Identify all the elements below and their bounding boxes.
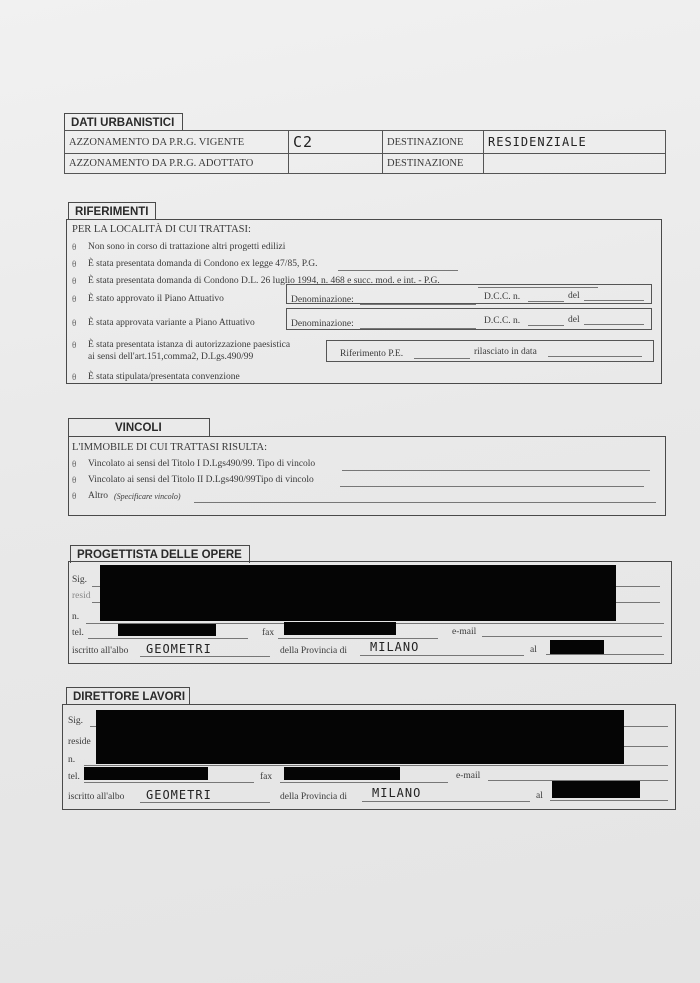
denominazione-label: Denominazione: bbox=[291, 295, 354, 305]
pg-field-1[interactable] bbox=[338, 270, 458, 271]
del-field[interactable] bbox=[584, 300, 644, 301]
redaction-block bbox=[118, 624, 216, 636]
prog-fax-label: fax bbox=[262, 628, 275, 638]
vincolo-item-1: Vincolato ai sensi del Titolo I D.Lgs490/99. Tipo di vincolo bbox=[88, 459, 316, 469]
prog-tel-label: tel. bbox=[72, 628, 84, 638]
destinazione-label-2: DESTINAZIONE bbox=[383, 154, 484, 174]
bullet-icon[interactable]: θ bbox=[72, 242, 77, 252]
redaction-block bbox=[552, 781, 640, 798]
direttore-header: DIRETTORE LAVORI bbox=[66, 687, 190, 705]
rif-item-6: È stata presentata istanza di autorizzazione paesistica bbox=[88, 340, 291, 350]
dir-n-field[interactable] bbox=[84, 765, 668, 766]
dir-resid-label: reside bbox=[68, 737, 91, 747]
prog-albo-value: GEOMETRI bbox=[146, 642, 212, 656]
vincolo-item-2: Vincolato ai sensi del Titolo II D.Lgs490/99Tipo di vincolo bbox=[88, 475, 314, 485]
vincolo-field-3[interactable] bbox=[194, 502, 656, 503]
azzonamento-vigente-value[interactable]: C2 bbox=[289, 131, 383, 154]
redaction-block bbox=[96, 710, 624, 764]
denominazione-label-2: Denominazione: bbox=[291, 319, 354, 329]
dcc-label-2: D.C.C. n. bbox=[484, 316, 521, 326]
prog-email-field[interactable] bbox=[482, 636, 662, 637]
prog-fax-field[interactable] bbox=[278, 638, 438, 639]
dir-provincia-field[interactable] bbox=[362, 801, 530, 802]
dir-tel-field[interactable] bbox=[84, 782, 254, 783]
dati-urbanistici-header: DATI URBANISTICI bbox=[64, 113, 183, 131]
rif-pe-field[interactable] bbox=[414, 358, 470, 359]
dcc-field-2[interactable] bbox=[528, 325, 564, 326]
vincolo-item-3: Altro bbox=[88, 491, 109, 501]
rif-item-2: È stata presentata domanda di Condono ex legge 47/85, P.G. bbox=[88, 259, 318, 269]
prog-provincia-value: MILANO bbox=[370, 640, 420, 654]
rilasciato-field[interactable] bbox=[548, 356, 642, 357]
dir-fax-label: fax bbox=[260, 772, 273, 782]
dir-al-field[interactable] bbox=[550, 800, 668, 801]
rif-item-4: È stato approvato il Piano Attuativo bbox=[88, 294, 224, 304]
dir-albo-label: iscritto all'albo bbox=[68, 792, 125, 802]
dir-albo-value: GEOMETRI bbox=[146, 788, 212, 802]
bullet-icon[interactable]: θ bbox=[72, 340, 77, 350]
redaction-block bbox=[550, 640, 604, 654]
rif-item-3: È stata presentata domanda di Condono D.L. 26 luglio 1994, n. 468 e succ. mod. e int. - P.G. bbox=[88, 276, 440, 286]
riferimenti-header: RIFERIMENTI bbox=[68, 202, 156, 220]
redaction-block bbox=[84, 767, 208, 780]
destinazione-value-2[interactable] bbox=[484, 154, 666, 174]
dir-n-label: n. bbox=[68, 755, 76, 765]
vincolo-field-1[interactable] bbox=[342, 470, 650, 471]
prog-provincia-label: della Provincia di bbox=[280, 646, 348, 656]
azzonamento-adottato-value[interactable] bbox=[289, 154, 383, 174]
vincoli-header: VINCOLI bbox=[68, 418, 210, 437]
bullet-icon[interactable]: θ bbox=[72, 491, 77, 501]
dir-fax-field[interactable] bbox=[280, 782, 448, 783]
azzonamento-vigente-label: AZZONAMENTO DA P.R.G. VIGENTE bbox=[65, 131, 289, 154]
rif-item-1: Non sono in corso di trattazione altri progetti edilizi bbox=[88, 242, 286, 252]
rilasciato-label: rilasciato in data bbox=[474, 347, 537, 357]
dir-email-label: e-mail bbox=[456, 771, 481, 781]
rif-item-7: È stata stipulata/presentata convenzione bbox=[88, 372, 240, 382]
redaction-block bbox=[100, 565, 616, 621]
prog-n-label: n. bbox=[72, 612, 80, 622]
prog-al-label: al bbox=[530, 645, 537, 655]
dir-tel-label: tel. bbox=[68, 772, 80, 782]
rif-item-5: È stata approvata variante a Piano Attuativo bbox=[88, 318, 255, 328]
del-field-2[interactable] bbox=[584, 324, 644, 325]
del-label: del bbox=[568, 291, 580, 301]
prog-sig-label: Sig. bbox=[72, 575, 88, 585]
denominazione-field-2[interactable] bbox=[360, 328, 476, 329]
prog-tel-field[interactable] bbox=[88, 638, 248, 639]
bullet-icon[interactable]: θ bbox=[72, 459, 77, 469]
prog-al-field[interactable] bbox=[546, 654, 664, 655]
altro-note: (Specificare vincolo) bbox=[114, 492, 181, 501]
prog-email-label: e-mail bbox=[452, 627, 477, 637]
azzonamento-adottato-label: AZZONAMENTO DA P.R.G. ADOTTATO bbox=[65, 154, 289, 174]
del-label-2: del bbox=[568, 315, 580, 325]
prog-provincia-field[interactable] bbox=[360, 655, 524, 656]
bullet-icon[interactable]: θ bbox=[72, 259, 77, 269]
dir-provincia-value: MILANO bbox=[372, 786, 422, 800]
dir-provincia-label: della Provincia di bbox=[280, 792, 348, 802]
bullet-icon[interactable]: θ bbox=[72, 475, 77, 485]
prog-albo-label: iscritto all'albo bbox=[72, 646, 129, 656]
progettista-header: PROGETTISTA DELLE OPERE bbox=[70, 545, 250, 563]
destinazione-label: DESTINAZIONE bbox=[383, 131, 484, 154]
destinazione-value[interactable]: RESIDENZIALE bbox=[484, 131, 666, 154]
rif-pe-label: Riferimento P.E. bbox=[340, 349, 404, 359]
redaction-block bbox=[284, 622, 396, 635]
bullet-icon[interactable]: θ bbox=[72, 318, 77, 328]
bullet-icon[interactable]: θ bbox=[72, 372, 77, 382]
bullet-icon[interactable]: θ bbox=[72, 276, 77, 286]
dcc-field[interactable] bbox=[528, 301, 564, 302]
prog-albo-field[interactable] bbox=[140, 656, 270, 657]
denominazione-field[interactable] bbox=[360, 304, 476, 305]
dir-sig-label: Sig. bbox=[68, 716, 84, 726]
dir-albo-field[interactable] bbox=[140, 802, 270, 803]
rif-item-6b: ai sensi dell'art.151,comma2, D.Lgs.490/99 bbox=[88, 352, 254, 362]
dcc-label: D.C.C. n. bbox=[484, 292, 521, 302]
prog-resid-label: resid bbox=[72, 591, 91, 601]
riferimenti-intro: PER LA LOCALITÀ DI CUI TRATTASI: bbox=[72, 224, 251, 235]
vincoli-intro: L'IMMOBILE DI CUI TRATTASI RISULTA: bbox=[72, 442, 268, 453]
dati-urbanistici-table bbox=[64, 130, 666, 174]
bullet-icon[interactable]: θ bbox=[72, 294, 77, 304]
redaction-block bbox=[284, 767, 400, 780]
vincolo-field-2[interactable] bbox=[340, 486, 644, 487]
dir-al-label: al bbox=[536, 791, 543, 801]
